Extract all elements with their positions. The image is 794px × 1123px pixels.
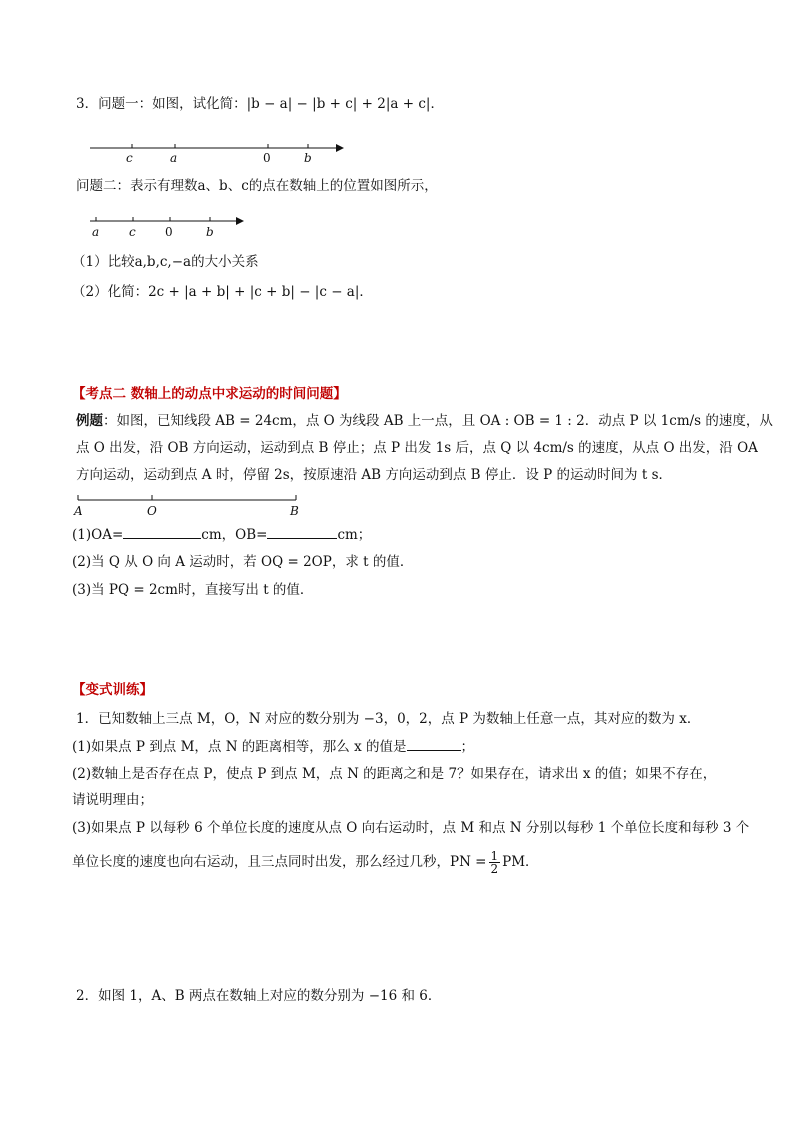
p1-q2-line2: 请说明理由；	[72, 792, 153, 808]
axis1-label-b: b	[304, 151, 312, 165]
segment-label-b: B	[290, 504, 299, 518]
segment-ab-figure	[72, 492, 312, 522]
axis2-label-b: b	[206, 225, 214, 239]
axis1-label-c: c	[126, 151, 133, 165]
segment-label-a: A	[74, 504, 83, 518]
fraction-numerator: 1	[490, 849, 499, 863]
axis2-label-a: a	[92, 225, 100, 239]
axis2-label-c: c	[129, 225, 136, 239]
q3-part1: （1）比较a,b,c,−a的大小关系	[72, 254, 259, 270]
q1-text-b: cm，OB=	[201, 527, 268, 543]
p1-q3-line2	[72, 850, 539, 875]
x-answer-blank[interactable]	[407, 736, 461, 751]
axis2-arrow	[236, 217, 244, 225]
segment-label-o: O	[147, 504, 157, 518]
q3-problem1: 3．问题一：如图，试化简：|b − a| − |b + c| + 2|a + c|．	[76, 96, 444, 112]
axis2-label-zero: 0	[165, 225, 173, 239]
axis1-label-zero: 0	[263, 151, 271, 165]
oa-answer-blank[interactable]	[123, 524, 201, 539]
q1-text-a: (1)OA=	[72, 527, 124, 543]
p1-line1: 1．已知数轴上三点 M，O，N 对应的数分别为 −3，0，2，点 P 为数轴上任意一点，其对应的数为 x．	[76, 711, 701, 727]
section2-heading: 【考点二 数轴上的动点中求运动的时间问题】	[72, 386, 347, 402]
axis1-arrow	[336, 144, 344, 152]
ob-answer-blank[interactable]	[267, 524, 337, 539]
section3-heading: 【变式训练】	[72, 682, 153, 698]
example-q1	[72, 524, 371, 545]
p1-q3-text-a: 单位长度的速度也向右运动，且三点同时出发，那么经过几秒，PN =	[72, 854, 487, 870]
q3-problem2: 问题二：表示有理数a、b、c的点在数轴上的位置如图所示，	[76, 178, 438, 194]
fraction-denominator: 2	[490, 862, 499, 876]
example-line-1	[76, 411, 773, 431]
p1-q1	[72, 736, 474, 757]
p1-q1-text-a: (1)如果点 P 到点 M，点 N 的距离相等，那么 x 的值是	[72, 739, 407, 755]
number-axis-1	[86, 138, 356, 168]
q1-text-c: cm；	[337, 527, 372, 543]
p1-q2-line1: (2)数轴上是否存在点 P，使点 P 到点 M，点 N 的距离之和是 7？如果存在，请求出 x 的值；如果不存在，	[72, 766, 717, 782]
example-label: 例题	[76, 413, 103, 429]
p1-q1-text-b: ；	[460, 739, 474, 755]
one-half-fraction	[489, 850, 501, 875]
p2-line1: 2．如图 1，A、B 两点在数轴上对应的数分别为 −16 和 6．	[76, 988, 442, 1004]
example-q2: (2)当 Q 从 O 向 A 运动时，若 OQ = 2OP，求 t 的值．	[72, 554, 414, 570]
q3-part2: （2）化简：2c + |a + b| + |c + b| − |c − a|．	[72, 284, 373, 300]
example-q3: (3)当 PQ = 2cm时，直接写出 t 的值．	[72, 582, 314, 598]
p1-q3-line1: (3)如果点 P 以每秒 6 个单位长度的速度从点 O 向右运动时，点 M 和点 N 分别以每秒 1 个单位长度和每秒 3 个	[72, 820, 750, 836]
axis1-label-a: a	[170, 151, 178, 165]
example-line-3: 方向运动，运动到点 A 时，停留 2s，按原速沿 AB 方向运动到点 B 停止．设 P 的运动时间为 t s．	[76, 467, 672, 483]
example-line-2: 点 O 出发，沿 OB 方向运动，运动到点 B 停止；点 P 出发 1s 后，点 Q 以 4cm/s 的速度，从点 O 出发，沿 OA	[76, 440, 758, 456]
p1-q3-text-b: PM．	[502, 854, 539, 870]
number-axis-2	[86, 212, 256, 242]
example-text-1: ：如图，已知线段 AB = 24cm，点 O 为线段 AB 上一点，且 OA : OB = 1 : 2．动点 P 以 1cm/s 的速度，从	[103, 413, 773, 429]
